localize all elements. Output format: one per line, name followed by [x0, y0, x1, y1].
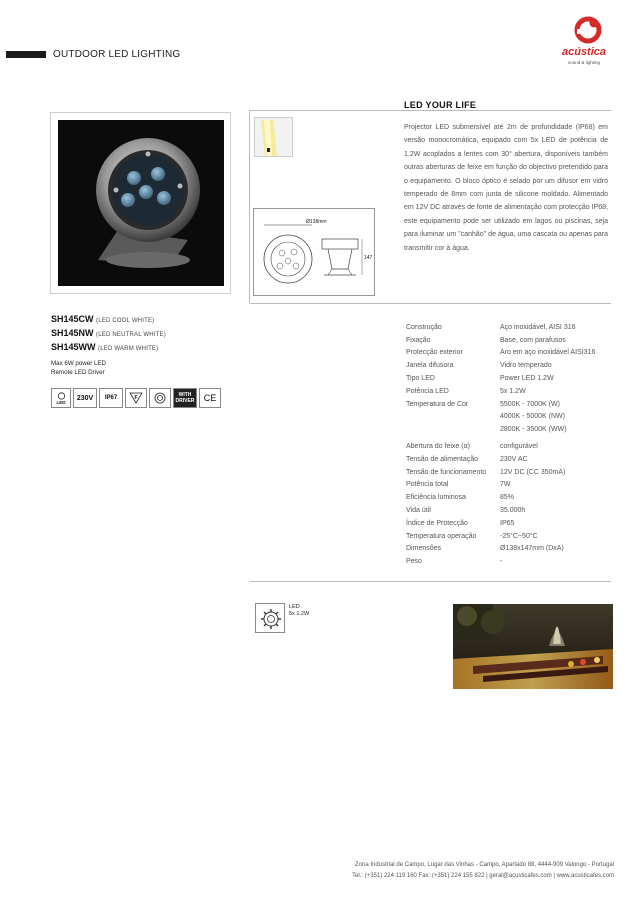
footer-contacts: Tel.: (+351) 224 119 160 Fax: (+351) 224 155 822 | geral@acusticafes.com | www.acusticafes.com: [352, 873, 614, 879]
protection-class-icon: [149, 388, 171, 408]
with-driver-icon: [173, 388, 197, 408]
spec-row: [406, 334, 616, 347]
certification-icons: [51, 388, 221, 408]
divider: [249, 110, 250, 303]
spec-key: Dimensões: [406, 545, 442, 553]
spec-key: Tipo LED: [406, 375, 435, 383]
spec-row: [406, 321, 616, 334]
spec-key: Eficiência luminosa: [406, 494, 466, 502]
model-item: [51, 327, 166, 341]
spec-value: IP65: [500, 519, 515, 527]
spec-value: Power LED 1.2W: [500, 375, 554, 383]
feature-item: Remote LED Driver: [51, 369, 105, 376]
dimension-diameter: Ø138mm: [306, 219, 327, 225]
spec-key: Protecção exterior: [406, 349, 463, 357]
spec-value: -: [500, 558, 503, 566]
section-title: OUTDOOR LED LIGHTING: [53, 49, 181, 60]
spec-key: Construção: [406, 323, 442, 331]
model-code: SH145NW: [51, 328, 94, 338]
spec-value: 35.000h: [500, 507, 526, 515]
spec-value: Base, com parafusos: [500, 336, 566, 344]
spec-key: Potência LED: [406, 387, 449, 395]
spec-row: [406, 504, 616, 517]
spec-value: Aro em aço inoxidável AISI316: [500, 349, 596, 357]
spec-key: Tensão de alimentação: [406, 455, 478, 463]
ce-mark-icon: CE: [199, 388, 221, 408]
divider: [250, 110, 611, 111]
beam-angle-icon: [254, 117, 293, 157]
brand-tagline: sound & lighting: [567, 60, 601, 65]
spec-key: Fixação: [406, 336, 431, 344]
spec-key: Abertura do feixe (α): [406, 443, 470, 451]
led-icon-label: LED: [56, 399, 66, 405]
voltage-icon: 230V: [73, 388, 97, 408]
brand-name: acústica: [561, 46, 607, 58]
feature-item: Max 6W power LED: [51, 360, 107, 367]
application-photo: [453, 604, 613, 689]
model-code: SH145CW: [51, 314, 94, 324]
spec-key: Tensão de funcionamento: [406, 468, 487, 476]
with-driver-line2: DRIVER: [175, 398, 195, 404]
spec-value: 12V DC (CC 350mA): [500, 468, 566, 476]
divider: [250, 581, 611, 582]
model-variant: (LED WARM WHITE): [98, 346, 159, 352]
specs-table: [406, 321, 616, 568]
spec-key: Peso: [406, 558, 422, 566]
led-note-line1: LED: [289, 604, 300, 610]
spec-row: [406, 466, 616, 479]
spec-value: configurável: [500, 443, 538, 451]
spec-key: Potência total: [406, 481, 449, 489]
spec-value: Vidro temperado: [500, 362, 552, 370]
product-tagline: LED YOUR LIFE: [404, 100, 477, 110]
ip-rating-icon: IP67: [99, 388, 123, 408]
led-icon: [51, 388, 71, 408]
spec-key: Janela difusora: [406, 362, 454, 370]
product-photo: [58, 120, 224, 286]
header-bar: [6, 51, 46, 58]
spec-row: [406, 372, 616, 385]
spec-row: [406, 398, 616, 411]
spec-value: 230V AC: [500, 455, 528, 463]
spec-value: 5500K - 7000K (W): [500, 400, 560, 408]
spec-value: Aço inoxidável, AISI 316: [500, 323, 576, 331]
spec-key: Temperatura de Cor: [406, 400, 469, 408]
dimension-height: 147: [364, 255, 373, 261]
spec-key: Temperatura operação: [406, 532, 477, 540]
class-f-label: F: [134, 395, 138, 401]
divider: [250, 303, 611, 304]
class-f-icon: [125, 388, 147, 408]
spec-row: [406, 385, 616, 398]
spec-row: [406, 491, 616, 504]
spec-row: [406, 423, 616, 436]
led-gear-icon: [255, 603, 285, 633]
technical-drawing: [253, 208, 375, 296]
model-variant: (LED COOL WHITE): [96, 318, 155, 324]
spec-value: 5x 1.2W: [500, 387, 526, 395]
spec-row: [406, 517, 616, 530]
spec-row: [406, 359, 616, 372]
model-item: [51, 341, 166, 355]
spec-row: [406, 479, 616, 492]
model-item: [51, 313, 166, 327]
spec-value: 85%: [500, 494, 515, 502]
spec-value: 7W: [500, 481, 511, 489]
model-variant: (LED NEUTRAL WHITE): [96, 332, 166, 338]
spec-row: [406, 440, 616, 453]
spec-value: 4000K - 5000K (NW): [500, 413, 565, 421]
spec-value: Ø138x147mm (DxA): [500, 545, 564, 553]
feature-list: [51, 359, 106, 377]
model-code: SH145WW: [51, 342, 96, 352]
spec-row: [406, 530, 616, 543]
spec-row: [406, 453, 616, 466]
product-description: Projector LED submersível até 2m de profundidade (IP68) em versão monocromática, equipado com 5x LED de potência de 1.2W acoplados a lentes com 30° abertura, disponíveis também outras aberturas de feixe em função do objectivo pretendido para o equipamento. O bloco óptico é selado por um difusor em vidro temperado de 8mm com junta de silicone moldado. Alimentado em 12V DC através de fonte de alimentação com protecção IP68, este equipamento pode ser utilizado em lagos ou piscinas, seja para iluminar um "canhão" de água, uma cascata ou apenas para transmitir cor à água.: [404, 124, 608, 252]
spec-row: [406, 347, 616, 360]
spec-key: Índice de Protecção: [406, 519, 468, 527]
spec-row: [406, 411, 616, 424]
footer: [250, 860, 614, 882]
spec-row: [406, 555, 616, 568]
model-list: [51, 313, 166, 355]
logo-mark-icon: [548, 14, 620, 46]
spec-row: [406, 543, 616, 556]
footer-address: Zona Industrial de Campo, Lugar das Vinhas - Campo, Apartado 88, 4444-909 Valongo - Portugal: [355, 862, 614, 868]
led-note: [289, 604, 309, 618]
with-driver-line1: WITH: [178, 392, 192, 398]
product-photo-frame: [50, 112, 231, 294]
led-note-line2: 5x 1.2W: [289, 611, 310, 617]
spec-value: -25°C~50°C: [500, 532, 538, 540]
spec-value: 2800K - 3500K (WW): [500, 426, 567, 434]
spec-key: Vida útil: [406, 507, 431, 515]
brand-logo: [548, 14, 620, 70]
